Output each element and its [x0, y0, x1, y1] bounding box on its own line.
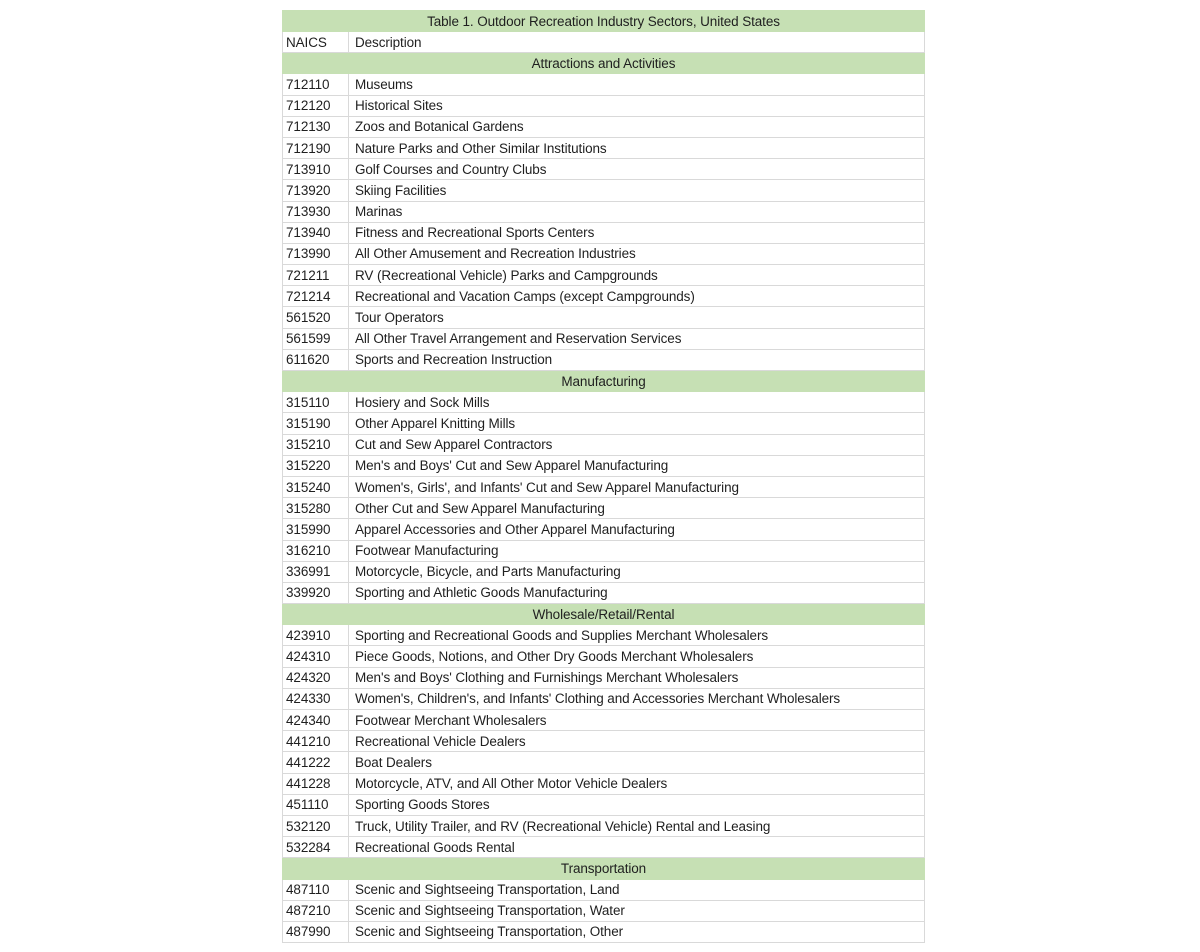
column-header-description: Description: [348, 32, 924, 52]
naics-code-cell: 315110: [286, 394, 330, 410]
table-row: [282, 223, 925, 244]
naics-code-cell: 316210: [286, 543, 331, 559]
table-row: [282, 625, 925, 646]
naics-code-cell: 339920: [286, 585, 331, 601]
table-title: Table 1. Outdoor Recreation Industry Sectors, United States: [282, 10, 925, 32]
description-cell: Recreational Goods Rental: [348, 837, 924, 857]
table-row: [282, 329, 925, 350]
table-row: [282, 477, 925, 498]
description-cell: Sporting Goods Stores: [348, 795, 924, 815]
naics-code-cell: 712110: [286, 76, 330, 92]
table-row: [282, 519, 925, 540]
table-row: [282, 350, 925, 371]
table-row: [282, 159, 925, 180]
section-header: Wholesale/Retail/Rental: [282, 604, 925, 625]
naics-code-cell: 532120: [286, 818, 331, 834]
naics-code-cell: 713910: [286, 161, 331, 177]
naics-code-cell: 712190: [286, 140, 331, 156]
naics-code-cell: 721214: [286, 288, 331, 304]
table-row: [282, 435, 925, 456]
naics-code-cell: 713990: [286, 246, 331, 262]
naics-code-cell: 424310: [286, 649, 331, 665]
table-row: [282, 413, 925, 434]
naics-code-cell: 713920: [286, 182, 331, 198]
section-header: Transportation: [282, 858, 925, 879]
section-header: Manufacturing: [282, 371, 925, 392]
table-row: [282, 752, 925, 773]
naics-code-cell: 441228: [286, 776, 331, 792]
table-row: [282, 541, 925, 562]
table-row: [282, 286, 925, 307]
table-row: [282, 307, 925, 328]
table-row: [282, 456, 925, 477]
table-row: [282, 689, 925, 710]
table-row: [282, 562, 925, 583]
naics-code-cell: 487990: [286, 924, 331, 940]
description-cell: Piece Goods, Notions, and Other Dry Goods Merchant Wholesalers: [348, 646, 924, 666]
description-cell: Scenic and Sightseeing Transportation, Water: [348, 901, 924, 921]
naics-code-cell: 315280: [286, 500, 331, 516]
description-cell: Skiing Facilities: [348, 180, 924, 200]
table-row: [282, 117, 925, 138]
description-cell: Golf Courses and Country Clubs: [348, 159, 924, 179]
description-cell: Recreational Vehicle Dealers: [348, 731, 924, 751]
description-cell: Scenic and Sightseeing Transportation, Land: [348, 880, 924, 900]
naics-sectors-table: [282, 10, 925, 943]
naics-code-cell: 713940: [286, 225, 331, 241]
description-cell: Hosiery and Sock Mills: [348, 392, 924, 412]
description-cell: Truck, Utility Trailer, and RV (Recreational Vehicle) Rental and Leasing: [348, 816, 924, 836]
description-cell: Men's and Boys' Cut and Sew Apparel Manufacturing: [348, 456, 924, 476]
description-cell: Sports and Recreation Instruction: [348, 350, 924, 370]
description-cell: Zoos and Botanical Gardens: [348, 117, 924, 137]
description-cell: Boat Dealers: [348, 752, 924, 772]
table-row: [282, 244, 925, 265]
naics-code-cell: 315240: [286, 479, 331, 495]
naics-code-cell: 561520: [286, 310, 331, 326]
naics-code-cell: 424330: [286, 691, 331, 707]
table-row: [282, 774, 925, 795]
column-header-naics: NAICS: [286, 34, 327, 50]
section-header: Attractions and Activities: [282, 53, 925, 74]
table-row: [282, 392, 925, 413]
naics-code-cell: 487110: [286, 882, 330, 898]
naics-code-cell: 441222: [286, 754, 331, 770]
table-row: [282, 710, 925, 731]
description-cell: Motorcycle, ATV, and All Other Motor Vehicle Dealers: [348, 774, 924, 794]
column-header-row: [282, 32, 925, 53]
naics-code-cell: 424340: [286, 712, 331, 728]
description-cell: Motorcycle, Bicycle, and Parts Manufacturing: [348, 562, 924, 582]
description-cell: RV (Recreational Vehicle) Parks and Campgrounds: [348, 265, 924, 285]
description-cell: Fitness and Recreational Sports Centers: [348, 223, 924, 243]
description-cell: Museums: [348, 74, 924, 94]
description-cell: Women's, Girls', and Infants' Cut and Sew Apparel Manufacturing: [348, 477, 924, 497]
description-cell: Women's, Children's, and Infants' Clothing and Accessories Merchant Wholesalers: [348, 689, 924, 709]
table-row: [282, 74, 925, 95]
table-row: [282, 96, 925, 117]
naics-code-cell: 315210: [286, 437, 331, 453]
table-row: [282, 795, 925, 816]
description-cell: Nature Parks and Other Similar Institutions: [348, 138, 924, 158]
description-cell: Footwear Merchant Wholesalers: [348, 710, 924, 730]
naics-code-cell: 423910: [286, 627, 331, 643]
naics-code-cell: 451110: [286, 797, 329, 813]
description-cell: Sporting and Recreational Goods and Supplies Merchant Wholesalers: [348, 625, 924, 645]
description-cell: Tour Operators: [348, 307, 924, 327]
naics-code-cell: 441210: [286, 733, 331, 749]
description-cell: Marinas: [348, 202, 924, 222]
naics-code-cell: 561599: [286, 331, 331, 347]
table-row: [282, 498, 925, 519]
description-cell: Other Cut and Sew Apparel Manufacturing: [348, 498, 924, 518]
table-row: [282, 922, 925, 943]
description-cell: Footwear Manufacturing: [348, 541, 924, 561]
table-body: [282, 53, 925, 943]
description-cell: All Other Amusement and Recreation Industries: [348, 244, 924, 264]
naics-code-cell: 532284: [286, 839, 331, 855]
table-row: [282, 583, 925, 604]
table-row: [282, 901, 925, 922]
description-cell: Men's and Boys' Clothing and Furnishings Merchant Wholesalers: [348, 668, 924, 688]
description-cell: Apparel Accessories and Other Apparel Manufacturing: [348, 519, 924, 539]
naics-code-cell: 712130: [286, 119, 331, 135]
description-cell: Sporting and Athletic Goods Manufacturing: [348, 583, 924, 603]
description-cell: All Other Travel Arrangement and Reservation Services: [348, 329, 924, 349]
table-row: [282, 265, 925, 286]
description-cell: Scenic and Sightseeing Transportation, Other: [348, 922, 924, 942]
table-row: [282, 180, 925, 201]
naics-code-cell: 611620: [286, 352, 330, 368]
table-row: [282, 668, 925, 689]
naics-code-cell: 712120: [286, 98, 331, 114]
table-row: [282, 646, 925, 667]
table-row: [282, 837, 925, 858]
naics-code-cell: 336991: [286, 564, 331, 580]
table-row: [282, 816, 925, 837]
description-cell: Cut and Sew Apparel Contractors: [348, 435, 924, 455]
naics-code-cell: 487210: [286, 903, 331, 919]
naics-code-cell: 315190: [286, 415, 331, 431]
description-cell: Recreational and Vacation Camps (except Campgrounds): [348, 286, 924, 306]
description-cell: Other Apparel Knitting Mills: [348, 413, 924, 433]
naics-code-cell: 315990: [286, 521, 331, 537]
table-row: [282, 731, 925, 752]
naics-code-cell: 424320: [286, 670, 331, 686]
description-cell: Historical Sites: [348, 96, 924, 116]
table-row: [282, 880, 925, 901]
naics-code-cell: 713930: [286, 204, 331, 220]
naics-code-cell: 721211: [286, 267, 330, 283]
table-row: [282, 138, 925, 159]
naics-code-cell: 315220: [286, 458, 331, 474]
table-row: [282, 202, 925, 223]
